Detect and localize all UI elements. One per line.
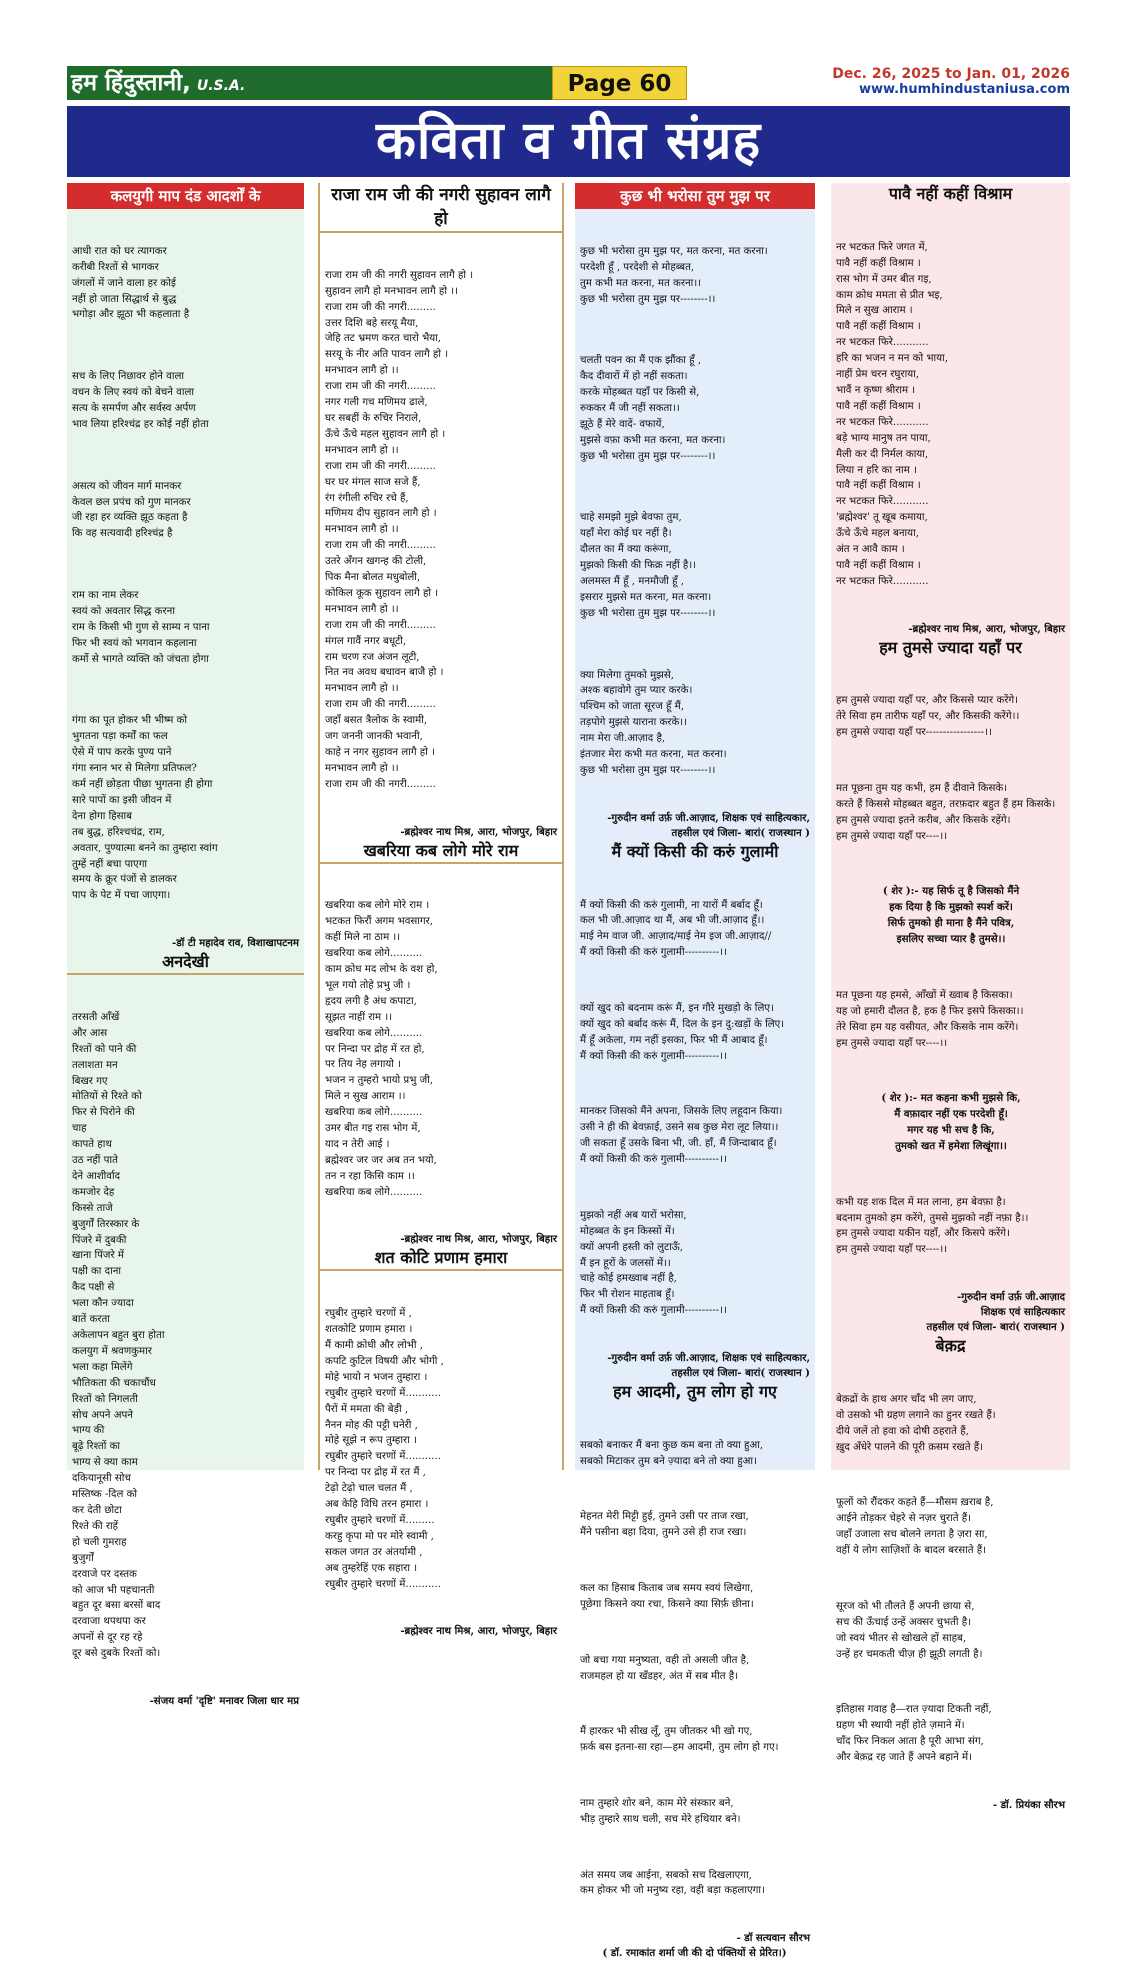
column-3 (575, 183, 815, 1960)
stanza: कल का हिसाब किताब जब समय स्वयं लिखेगा, पूछेगा किसने क्या रचा, किसने क्या सिर्फ़ छीना। (580, 1583, 754, 1610)
stanza: इतिहास गवाह है—रात ज़्यादा टिकती नहीं, ग्रहण भी स्थायी नहीं होते ज़माने में। चाँद फिर निकल आता है पूरी आभा संग, और बेक़द्र रह जाते हैं अपने बहाने में। (836, 1704, 992, 1763)
poem-author: - डॉ. प्रियंका सौरभ (992, 1798, 1065, 1811)
stanza: जो बचा गया मनुष्यता, वही तो असली जीत है, राजमहल हो या खँडहर, अंत में सब मीत है। (580, 1654, 750, 1682)
website-link[interactable]: www.humhindustaniusa.com (858, 82, 1070, 97)
poem-author: -डॉ टी महादेव राव, विशाखापटनम (171, 937, 299, 950)
poem-title: हम आदमी, तुम लोग हो गए (613, 1382, 777, 1401)
section-banner: कविता व गीत संग्रह (67, 106, 1070, 177)
stanza: मेहनत मेरी मिट्टी हुई, तुमने उसी पर ताज रखा, मैंने पसीना बहा दिया, तुमने उसे ही राज रखा। (580, 1511, 749, 1539)
stanza: तरसती आँखें और आस रिश्तों को पाने की तलाशता मन बिखर गए मोतियों से रिश्ते को फिर से पिरोने की चाह कापते हाथ उठ नहीं पाते देने आशीर्वाद कमजोर देह किस्से ताजे बुजुर्गों तिरस्कार के पिंजरे में दुबकी खाना पिंजरे में पक्षी का दाना कैद पक्षी से भला कौन ज्यादा बातें करता अकेलापन बहुत बुरा होता कलयुग में श्रवणकुमार भला कहा मिलेंगे भौतिकता की चकाचौंध रिश्तों को निगलती सोच अपने अपने भाग्य की बूढ़े रिश्तों का भाग्य से क्या काम दकियानूसी सोच मस्तिष्क -दिल को कर देती छोटा रिश्ते की राहें हो चली गुमराह बुजुर्गों दरवाजे पर दस्तक को आज भी पहचानती बहुत दूर बसा बरसों बाद दरवाजा थपथपा कर अपनों से दूर रह रहे दूर बसे दुबके रिश्तों को। (72, 1011, 165, 1660)
stanza: राजा राम जी की नगरी सुहावन लागै हो । सुहावन लागै हो मनभावन लागै हो ।। राजा राम जी की नगरी......... उत्तर दिशि बहे सरयू मैया, जेहि तट भ्रमण करत चारो भैया, सरयू के नीर अति पावन लागै हो । मनभावन लागै हो ।। राजा राम जी की नगरी......... नगर गली गच मणिमय ढाले, घर सबहीं के रुचिर निराले, ऊँचे ऊँचे महल सुहावन लागै हो । मनभावन लागै हो ।। राजा राम जी की नगरी......... घर घर मंगल साज सजे हैं, रंग रंगीली रुचिर रचे हैं, मणिमय दीप सुहावन लागै हो । मनभावन लागै हो ।। राजा राम जी की नगरी......... उतरे अँगन खगन्ह की टोली, पिक मैना बोलत मधुबोली, कोकिल कूक सुहावन लागै हो । मनभावन लागै हो ।। राजा राम जी की नगरी......... मंगल गावैं नगर बधूटी, राम चरण रज अंजन लूटी, नित नव अवध बधावन बाजै हो । मनभावन लागै हो ।। राजा राम जी की नगरी......... जहाँ बसत त्रैलोक के स्वामी, जग जननी जानकी भवानी, काहे न नगर सुहावन लागै हो । मनभावन लागै हो ।। राजा राम जी की नगरी......... (325, 269, 474, 790)
brand-bar (67, 66, 552, 100)
poem-title: कुछ भी भरोसा तुम मुझ पर (575, 183, 815, 209)
sher-verse: ( शेर ):- मत कहना कभी मुझसे कि, मैं वफ़ादार नहीं एक परदेशी हूँ। मगर यह भी सच है कि, तुमको खत में हमेशा लिखूंगा।। (881, 1092, 1021, 1152)
poem-author: -गुरुदीन वर्मा उर्फ़ जी.आज़ाद शिक्षक एवं साहित्यकार तहसील एवं जिला- बारां( राजस्थान ) (926, 1291, 1065, 1334)
poem-author: -संजय वर्मा 'दृष्टि' मनावर जिला धार मप्र (149, 1694, 299, 1707)
stanza: कुछ भी भरोसा तुम मुझ पर, मत करना, मत करना। परदेशी हूँ , परदेशी से मोहब्बत, तुम कभी मत करना, मत करना।। कुछ भी भरोसा तुम मुझ पर--------।। (580, 245, 768, 305)
stanza: मत पूछना यह हमसे, आँखों में ख्वाब है किसका। यह जो हमारी दौलत है, हक है फिर इसपे किसका।। तेरे सिवा हम यह वसीयत, और किसके नाम करेंगे। हम तुमसे ज्यादा यहाँ पर----।। (836, 989, 1024, 1049)
poem-note: ( डॉ. रमाकांत शर्मा जी की दो पंक्तियों से प्रेरित।) (602, 1947, 787, 1960)
stanza: गंगा का पूत होकर भी भीष्म को भुगतना पड़ा कर्मों का फल ऐसे में पाप करके पुण्य पाने गंगा स्नान भर से मिलेगा प्रतिफल? कर्म नहीं छोड़ता पीछा भुगतना ही होगा सारे पापों का इसी जीवन में देना होगा हिसाब तब बुद्ध, हरिश्चचंद्र, राम, अवतार, पुण्यात्मा बनने का तुम्हारा स्वांग तुम्हें नहीं बचा पाएगा समय के क्रूर पंजों से डालकर पाप के पेट में पचा जाएगा। (72, 715, 218, 902)
stanza: सच के लिए निछावर होने वाला वचन के लिए स्वयं को बेचने वाला सत्य के समर्पण और सर्वस्व अर्पण भाव लिया हरिश्चंद्र हर कोई नहीं होता (72, 371, 209, 430)
stanza: खबरिया कब लोगे मोरे राम । भटकत फिरौं अगम भवसागर, कहीं मिले ना ठाम ।। खबरिया कब लोगे.......... काम क्रोध मद लोभ के वश हो, भूल गयो तोहे प्रभु जी । हृदय लगी है अंध कपाटा, सूझत नाहीं राम ।। खबरिया कब लोगे.......... पर निन्दा पर द्रोह में रत हो, पर तिय नेह लगायो । भजन न तुम्हरो भायो प्रभु जी, मिले न सुख आराम ।। खबरिया कब लोगे.......... उमर बीत गइ रास भोग में, याद न तेरी आई । ब्रह्मेश्वर जर जर अब तन भयो, तन न रहा किसि काम ।। खबरिया कब लोगे.......... (325, 900, 438, 1198)
poem-author: -गुरुदीन वर्मा उर्फ़ जी.आज़ाद, शिक्षक एवं साहित्यकार, तहसील एवं जिला- बारां( राजस्थान ) (607, 1352, 810, 1379)
stanza: क्या मिलेगा तुमको मुझसे, अश्क बहावोगे तुम प्यार करके। पश्चिम को जाता सूरज हूँ मैं, तड़पोगे मुझसे याराना करके।। नाम मेरा जी.आज़ाद है, इंतजार मेरा कभी मत करना, मत करना। कुछ भी भरोसा तुम मुझ पर--------।। (580, 669, 727, 776)
poem-body (67, 975, 304, 1694)
poem-body (831, 659, 1070, 1291)
poem-title: राजा राम जी की नगरी सुहावन लागै हो (320, 183, 562, 233)
stanza: नाम तुम्हारे शोर बने, काम मेरे संस्कार बने, भीड़ तुम्हारे साथ चली, सच मेरे हथियार बने। (580, 1797, 741, 1825)
poem-title: अनदेखी (67, 951, 304, 975)
poem-body (320, 864, 562, 1233)
poem-body (575, 209, 815, 811)
poem-title: कलयुगी माप दंड आदर्शों के (67, 183, 304, 209)
stanza: सूरज को भी तौलते हैं अपनी छाया से, सच की ऊँचाई उन्हें अक्सर चुभती है। जो स्वयं भीतर से खोखले हों साहब, उन्हें हर चमकती चीज़ ही झूठी लगती है। (836, 1600, 983, 1660)
stanza: मुझको नहीं अब यारों भरोसा, मोहब्बत के इन किस्सों में। क्यों अपनी हस्ती को लुटाऊँ, मैं इन हूरों के जलसों में।। चाहे कोई हमख्वाब नहीं है, फिर भी रोशन माहताब हूँ। मैं क्यों किसी की करुं गुलामी----------।। (580, 1209, 727, 1317)
issue-info (832, 66, 1070, 98)
stanza: हम तुमसे ज्यादा यहाँ पर, और किससे प्यार करेंगे। तेरे सिवा हम तारीफ यहाँ पर, और किसकी करेंगे।। हम तुमसे ज्यादा यहाँ पर-----------------।। (836, 695, 1020, 739)
stanza: मैं हारकर भी सीख लूँ, तुम जीतकर भी खो गए, फ़र्क बस इतना-सा रहा—हम आदमी, तुम लोग हो गए। (580, 1726, 779, 1754)
stanza: अंत समय जब आईना, सबको सच दिखलाएगा, कम होकर भी जो मनुष्य रहा, वही बड़ा कहलाएगा। (580, 1869, 765, 1897)
stanza: क्यों खुद को बदनाम करूं मैं, इन गौरे मुखड़ो के लिए। क्यों खुद को बर्बाद करूं मैं, दिल के इन दु:खड़ों के लिए। मैं हूँ अकेला, गम नहीं इसका, फिर भी मैं आबाद हूँ। मैं क्यों किसी की करुं गुलामी----------।। (580, 1002, 785, 1062)
column-1 (67, 183, 304, 1707)
stanza: सबको बनाकर मैं बना कुछ कम बना तो क्या हुआ, सबको मिटाकर तुम बने ज़्यादा बने तो क्या हुआ। (580, 1439, 764, 1467)
poem-title: शत कोटि प्रणाम हमारा (320, 1247, 562, 1271)
poem-author: -ब्रह्मेश्वर नाथ मिश्र, आरा, भोजपुर, बिहार (400, 825, 557, 838)
stanza: रघुबीर तुम्हारे चरणों में , शतकोटि प्रणाम हमारा । मैं कामी क्रोधी और लोभी , कपटि कुटिल विषयी और भोगी , मोहे भायो न भजन तुम्हारा । रघुबीर तुम्हारे चरणों में........... पैरों में ममता की बेड़ी , नैनन मोह की पट्टी घनेरी , मोहे सूझे न रूप तुम्हारा । रघुबीर तुम्हारे चरणों में........... पर निन्दा पर द्रोह में रत मैं , टेढ़ो टेढ़ो चाल चलत मैं , अब केहि विधि तरन हमारा । रघुबीर तुम्हारे चरणों में......... करहु कृपा मो पर मोरे स्वामी , सकल जगत उर अंतर्यामी , अब तुम्हरेहिं एक सहारा । रघुबीर तुम्हारे चरणों में........... (325, 1308, 444, 1590)
poem-body (831, 205, 1070, 622)
stanza: बेक़द्रों के हाथ अगर चाँद भी लग जाए, वो उसको भी ग्रहण लगाने का हुनर रखते हैं। दीये जलें तो हवा को दोषी ठहराते हैं, ख़ुद अँधेरे पालने की पूरी क़सम रखते हैं। (836, 1393, 996, 1453)
stanza: चाहे समझो मुझे बेवफा तुम, यहाँ मेरा कोई घर नहीं है। दौलत का मैं क्या करूंगा, मुझको किसी की फिक्र नहीं है।। अलमस्त मैं हूँ , मनमौजी हूँ , इसरार मुझसे मत करना, मत करना। कुछ भी भरोसा तुम मुझ पर--------।। (580, 512, 716, 619)
poem-title: खबरिया कब लोगे मोरे राम (320, 840, 562, 864)
column-4 (831, 183, 1070, 1811)
poem-body (575, 863, 815, 1351)
brand-name: हम हिंदुस्तानी, (71, 70, 191, 96)
poem-author: -ब्रह्मेश्वर नाथ मिश्र, आरा, भोजपुर, बिहार (908, 622, 1065, 635)
stanza: चलती पवन का मैं एक झौंका हूँ , कैद दीवारों में हो नहीं सकता। करके मोहब्बत यहाँ पर किसी से, रुककर मैं जी नहीं सकता।। झूठे हैं मेरे वादें- वफायें, मुझसे वफ़ा कभी मत करना, मत करना। कुछ भी भरोसा तुम मुझ पर--------।। (580, 355, 726, 462)
column-2 (318, 183, 564, 1638)
sher-verse: ( शेर ):- यह सिर्फ तू है जिसको मैंने हक दिया है कि मुझको स्पर्श करें। सिर्फ तुमको ही माना है मैंने पवित्र, इसलिए सच्चा प्यार है तुमसे।। (882, 885, 1020, 946)
poem-title: पावै नहीं कहीं विश्राम (888, 184, 1013, 203)
stanza: असत्य को जीवन मार्ग मानकर केवल छल प्रपंच को गुण मानकर जी रहा हर व्यक्ति झूठ कहता है कि वह सत्यवादी हरिश्चंद्र है (72, 480, 191, 540)
poem-title: हम तुमसे ज्यादा यहाँ पर (879, 637, 1022, 657)
poem-body (831, 1357, 1070, 1798)
page-number: Page 60 (552, 66, 687, 100)
poem-author: -गुरुदीन वर्मा उर्फ़ जी.आज़ाद, शिक्षक एवं साहित्यकार, तहसील एवं जिला- बारां( राजस्थान ) (607, 811, 810, 839)
poem-author: - डॉ सत्यवान सौरभ (736, 1932, 810, 1945)
poem-author: -ब्रह्मेश्वर नाथ मिश्र, आरा, भोजपुर, बिहार (400, 1625, 557, 1638)
brand-country: U.S.A. (196, 78, 246, 94)
stanza: मानकर जिसको मैंने अपना, जिसके लिए लहूदान किया। उसी ने ही की बेवफ़ाई, उसने सब कुछ मेरा लूट लिया।। जी सकता हूँ उसके बिना भी, जी. हाँ, मैं जिन्दाबाद हूँ। मैं क्यों किसी की करुं गुलामी----------।। (580, 1106, 783, 1166)
poem-body (575, 1403, 815, 1931)
stanza: फूलों को रौंदकर कहते हैं—मौसम ख़राब है, आईने तोड़कर चेहरे से नज़र चुराते हैं। जहाँ उजाला सच बोलने लगता है ज़रा सा, वहीं ये लोग साज़िशों के बादल बरसाते हैं। (836, 1497, 994, 1557)
stanza: राम का नाम लेकर स्वयं को अवतार सिद्ध करना राम के किसी भी गुण से साम्य न पाना फिर भी स्वयं को भगवान कहलाना कर्मो से भागते व्यक्ति को जंचता होगा (72, 590, 210, 665)
poem-body (320, 233, 562, 825)
poem-body (67, 209, 304, 936)
poem-title: बेक़द्र (935, 1336, 966, 1356)
poem-body (320, 1271, 562, 1624)
stanza: आधी रात को घर त्यागकर करीबी रिश्तों से भागकर जंगलों में जाने वाला हर कोई नहीं हो जाता सिद्धार्थ से बुद्ध भगोड़ा और झूठा भी कहलाता है (72, 245, 190, 321)
stanza: मैं क्यों किसी की करुं गुलामी, ना यारों मैं बर्बाद हूँ। कल भी जी.आज़ाद था मैं, अब भी जी.आज़ाद हूँ।। माई नेम वाज जी. आज़ाद/माई नेम इज जी.आज़ाद// मैं क्यों किसी की करुं गुलामी----------।। (580, 899, 772, 959)
issue-date: Dec. 26, 2025 to Jan. 01, 2026 (832, 66, 1070, 82)
poem-title: मैं क्यों किसी की करुं गुलामी (611, 841, 779, 861)
poem-author: -ब्रह्मेश्वर नाथ मिश्र, आरा, भोजपुर, बिहार (400, 1233, 557, 1246)
stanza: कभी यह शक दिल में मत लाना, हम बेवफ़ा है। बदनाम तुमको हम करेंगे, तुमसे मुझको नहीं नफ़ा है।। हम तुमसे ज्यादा यकीन यहाँ, और किसपे करेंगे। हम तुमसे ज्यादा यहाँ पर----।। (836, 1196, 1029, 1256)
masthead (67, 66, 1070, 100)
stanza: मत पूछना तुम यह कभी, हम हैं दीवाने किसके। करते हैं किससे मोहब्बत बहुत, तरफ़दार बहुत हैं हम किसके। हम तुमसे ज्यादा इतने करीब, और किसके रहेंगे। हम तुमसे ज्यादा यहाँ पर----।। (836, 782, 1056, 842)
stanza: नर भटकत फिरे जगत में, पावै नहीं कहीं विश्राम । रास भोग में उमर बीत गइ, काम क्रोध ममता से प्रीत भइ, मिले न सुख आराम । पावै नहीं कहीं विश्राम । नर भटकत फिरे........... हरि का भजन न मन को भाया, नाहीं प्रेम चरन रघुराया, भावैं न कृष्ण श्रीराम । पावै नहीं कहीं विश्राम । नर भटकत फिरे........... बड़े भाग्य मानुष तन पाया, मैली कर दी निर्मल काया, लिया न हरि का नाम । पावै नहीं कहीं विश्राम । नर भटकत फिरे........... 'ब्रह्मेश्वर' तू खूब कमाया, ऊँचे ऊँचे महल बनाया, अंत न आवै काम । पावै नहीं कहीं विश्राम । नर भटकत फिरे........... (836, 241, 948, 587)
